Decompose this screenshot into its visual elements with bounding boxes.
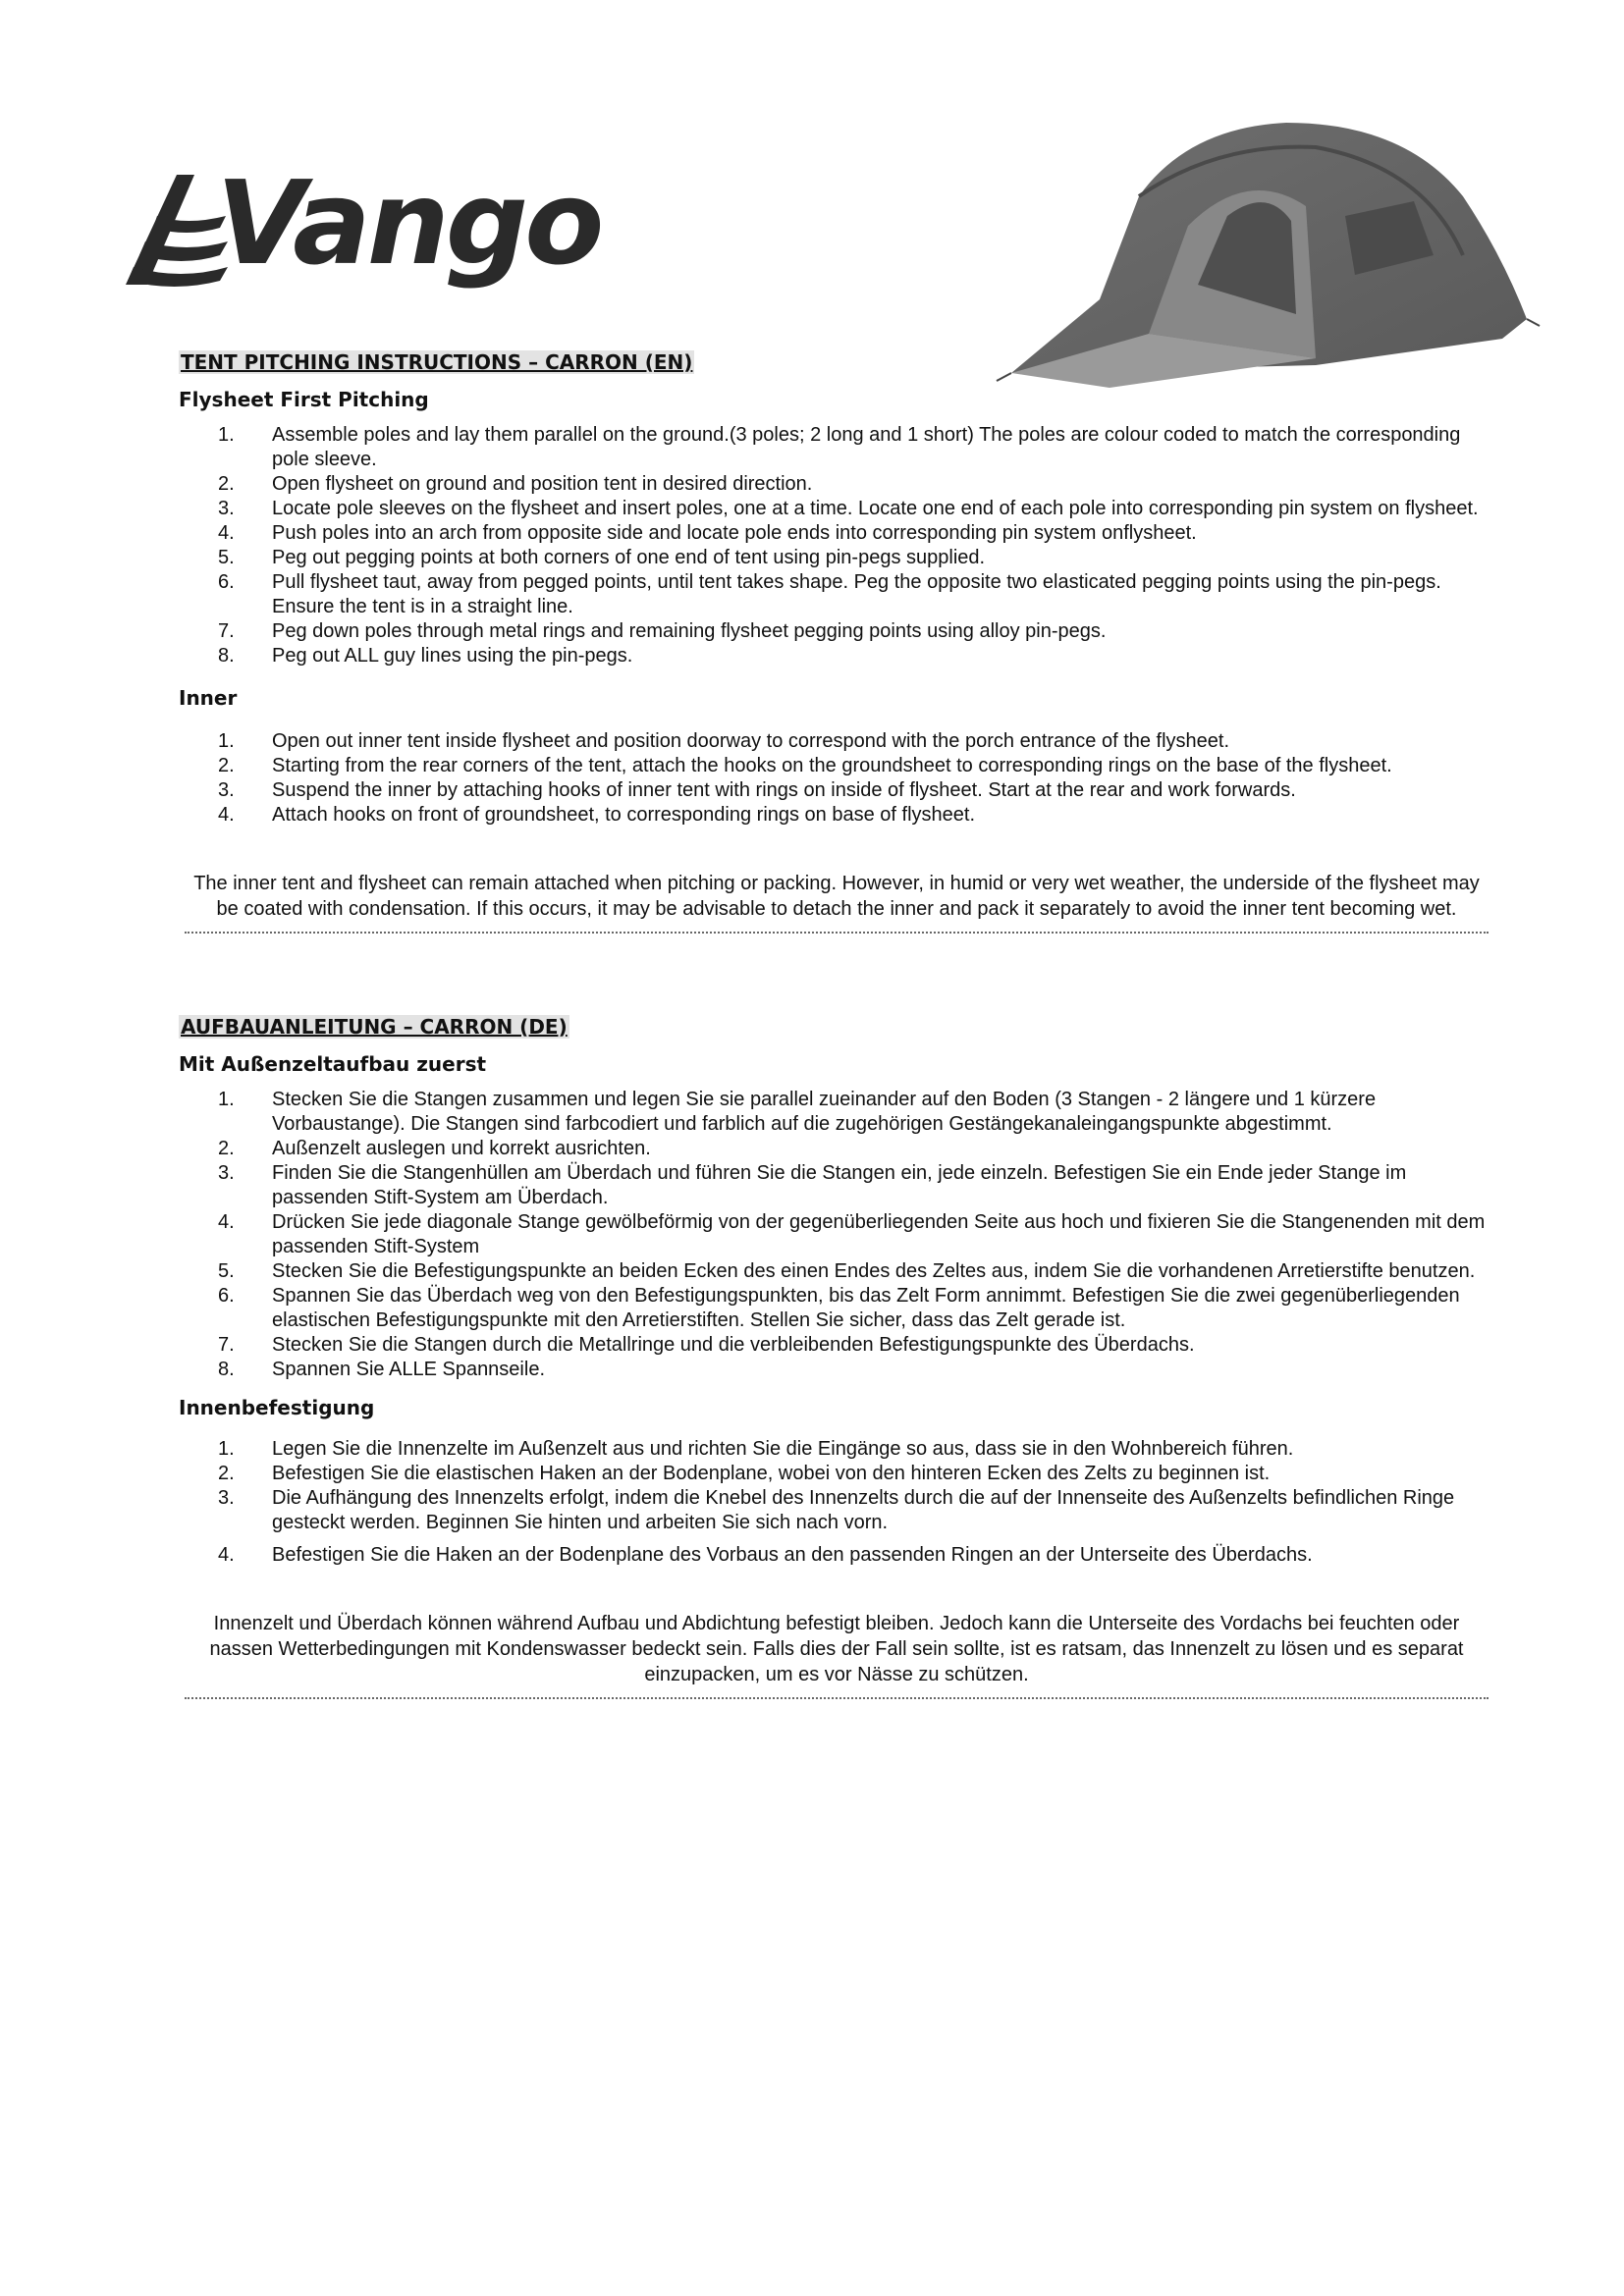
list-text: Push poles into an arch from opposite side and locate pole ends into corresponding pin system onflysheet. [272, 522, 1197, 544]
list-item [179, 754, 1494, 778]
note-de: Innenzelt und Überdach können während Aufbau und Abdichtung befestigt bleiben. Jedoch kann die Unterseite des Vordachs bei feuchten oder nassen Wetterbedingungen mit Kondenswasser bedeckt sein. Falls dies der Fall sein sollte, ist es ratsam, das Innenzelt zu lösen und es separat einzupacken, um es vor Nässe zu schützen. [209, 1613, 1464, 1685]
section-title-de: AUFBAUANLEITUNG – CARRON (DE) [181, 1015, 568, 1039]
list-text: Spannen Sie ALLE Spannseile. [272, 1359, 545, 1380]
list-number: 1. [218, 730, 235, 752]
list-item [179, 1284, 1494, 1333]
list-text: Außenzelt auslegen und korrekt ausrichten. [272, 1138, 651, 1159]
vango-logo [118, 157, 638, 294]
list-item [179, 1437, 1494, 1462]
list-number: 4. [218, 522, 235, 544]
flysheet-list-en [179, 423, 1494, 668]
list-item [179, 472, 1494, 497]
section-en [179, 350, 1494, 934]
section-title-en: TENT PITCHING INSTRUCTIONS – CARRON (EN) [181, 350, 693, 374]
list-number: 1. [218, 424, 235, 446]
dotted-divider [185, 930, 1489, 934]
list-number: 2. [218, 1463, 235, 1484]
list-number: 7. [218, 620, 235, 642]
list-item [179, 1259, 1494, 1284]
list-text: Spannen Sie das Überdach weg von den Befestigungspunkten, bis das Zelt Form annimmt. Befestigen Sie die zwei gegenüberliegenden elastischen Befestigungspunkte mit den Arretierstiften. Stellen Sie sicher, dass das Zelt gerade ist. [272, 1285, 1460, 1331]
list-text: Pull flysheet taut, away from pegged points, until tent takes shape. Peg the opposite two elasticated pegging points using the pin-pegs. Ensure the tent is in a straight line. [272, 571, 1441, 617]
list-text: Suspend the inner by attaching hooks of inner tent with rings on inside of flysheet. Start at the rear and work forwards. [272, 779, 1296, 801]
inner-list-de [179, 1437, 1494, 1568]
list-text: Open out inner tent inside flysheet and position doorway to correspond with the porch entrance of the flysheet. [272, 730, 1230, 752]
list-text: Befestigen Sie die Haken an der Bodenplane des Vorbaus an den passenden Ringen an der Unterseite des Überdachs. [272, 1544, 1313, 1566]
list-item [179, 1486, 1494, 1535]
section-de [179, 1015, 1494, 1699]
list-item [179, 1210, 1494, 1259]
logo-swoosh-icon [126, 175, 228, 287]
list-text: Peg down poles through metal rings and remaining flysheet pegging points using alloy pin-pegs. [272, 620, 1107, 642]
list-item [179, 497, 1494, 521]
list-item [179, 729, 1494, 754]
list-number: 6. [218, 1285, 235, 1307]
list-number: 2. [218, 755, 235, 776]
list-text: Finden Sie die Stangenhüllen am Überdach und führen Sie die Stangen ein, jede einzeln. Befestigen Sie ein Ende jeder Stange im passenden Stift-System am Überdach. [272, 1162, 1407, 1208]
list-text: Starting from the rear corners of the tent, attach the hooks on the groundsheet to corresponding rings on the base of the flysheet. [272, 755, 1392, 776]
note-en: The inner tent and flysheet can remain attached when pitching or packing. However, in humid or very wet weather, the underside of the flysheet may be coated with condensation. If this occurs, it may be advisable to detach the inner and pack it separately to avoid the inner tent becoming wet. [193, 873, 1480, 920]
list-text: Legen Sie die Innenzelte im Außenzelt aus und richten Sie die Eingänge so aus, dass sie in den Wohnbereich führen. [272, 1438, 1294, 1460]
inner-list-en [179, 729, 1494, 828]
list-number: 8. [218, 1359, 235, 1380]
list-item [179, 1088, 1494, 1137]
list-text: Befestigen Sie die elastischen Haken an der Bodenplane, wobei von den hinteren Ecken des Zelts zu beginnen ist. [272, 1463, 1271, 1484]
list-number: 5. [218, 547, 235, 568]
list-text: Peg out ALL guy lines using the pin-pegs. [272, 645, 633, 667]
list-text: Locate pole sleeves on the flysheet and insert poles, one at a time. Locate one end of each pole into corresponding pin system on flysheet. [272, 498, 1479, 519]
list-item [179, 619, 1494, 644]
list-number: 5. [218, 1260, 235, 1282]
list-item [179, 1358, 1494, 1382]
flysheet-list-de [179, 1088, 1494, 1382]
dotted-divider [185, 1695, 1489, 1699]
list-item [179, 423, 1494, 472]
list-item [179, 778, 1494, 803]
list-text: Drücken Sie jede diagonale Stange gewölbeförmig von der gegenüberliegenden Seite aus hoch und fixieren Sie die Stangenenden mit dem passenden Stift-System [272, 1211, 1486, 1257]
list-number: 2. [218, 473, 235, 495]
list-item [179, 1137, 1494, 1161]
flysheet-heading-en: Flysheet First Pitching [179, 388, 429, 411]
list-item [179, 570, 1494, 619]
list-item [179, 1161, 1494, 1210]
list-text: Assemble poles and lay them parallel on the ground.(3 poles; 2 long and 1 short) The poles are colour coded to match the corresponding pole sleeve. [272, 424, 1461, 470]
list-text: Die Aufhängung des Innenzelts erfolgt, indem die Knebel des Innenzelts durch die auf der Innenseite des Außenzelts befindlichen Ringe gesteckt werden. Beginnen Sie hinten und arbeiten Sie sich nach vorn. [272, 1487, 1455, 1533]
list-text: Open flysheet on ground and position tent in desired direction. [272, 473, 813, 495]
list-number: 3. [218, 779, 235, 801]
inner-heading-de: Innenbefestigung [179, 1396, 375, 1419]
list-number: 3. [218, 1162, 235, 1184]
list-number: 1. [218, 1089, 235, 1110]
list-text: Attach hooks on front of groundsheet, to corresponding rings on base of flysheet. [272, 804, 976, 826]
list-number: 6. [218, 571, 235, 593]
list-number: 3. [218, 498, 235, 519]
list-number: 2. [218, 1138, 235, 1159]
list-item [179, 521, 1494, 546]
list-item [179, 546, 1494, 570]
list-number: 4. [218, 1544, 235, 1566]
list-item [179, 1333, 1494, 1358]
list-number: 4. [218, 1211, 235, 1233]
logo-wordmark: Vango [216, 157, 601, 291]
list-item [179, 1543, 1494, 1568]
list-text: Peg out pegging points at both corners of one end of tent using pin-pegs supplied. [272, 547, 986, 568]
list-text: Stecken Sie die Stangen zusammen und legen Sie sie parallel zueinander auf den Boden (3 Stangen - 2 längere und 1 kürzere Vorbaustange). Die Stangen sind farbcodiert und farblich auf die zugehörigen Gestängekanaleingangspunkte abgestimmt. [272, 1089, 1377, 1135]
list-number: 3. [218, 1487, 235, 1509]
list-item [179, 803, 1494, 828]
list-item [179, 644, 1494, 668]
list-number: 4. [218, 804, 235, 826]
list-number: 1. [218, 1438, 235, 1460]
flysheet-heading-de: Mit Außenzeltaufbau zuerst [179, 1052, 487, 1076]
list-item [179, 1462, 1494, 1486]
list-number: 8. [218, 645, 235, 667]
inner-heading-en: Inner [179, 686, 238, 710]
list-text: Stecken Sie die Befestigungspunkte an beiden Ecken des einen Endes des Zeltes aus, indem Sie die vorhandenen Arretierstifte benutzen. [272, 1260, 1476, 1282]
list-number: 7. [218, 1334, 235, 1356]
list-text: Stecken Sie die Stangen durch die Metallringe und die verbleibenden Befestigungspunkte des Überdachs. [272, 1334, 1195, 1356]
